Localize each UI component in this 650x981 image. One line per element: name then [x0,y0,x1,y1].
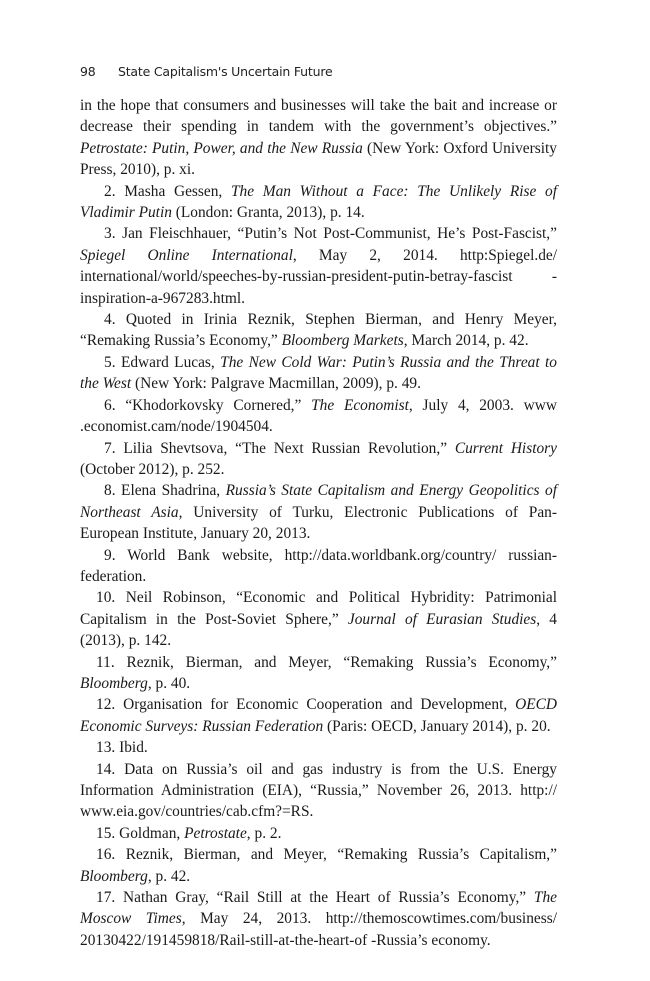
note-title-italic: The Economist [311,396,409,414]
endnote [80,309,557,352]
note-text: Edward Lucas, [120,353,221,371]
endnote [80,480,557,544]
note-number: 7. [104,439,116,457]
note-text: Lilia Shevtsova, “The Next Russian Revolution,” [123,439,455,457]
running-head [80,64,333,79]
note-number: 3. [104,225,116,243]
note-text: , March 2014, p. 42. [403,332,529,350]
note-text: Masha Gessen, [124,182,231,200]
note-text: Quoted in Irinia Reznik, Stephen Bierman, and Henry Meyer, “Remaking Russia’s Economy,” [80,311,557,350]
note-text: “Khodorkovsky Cornered,” [125,396,312,414]
note-text: World Bank website, http://data.worldbank.org/country/ russian-federation. [80,546,558,585]
note-text: Jan Fleischhauer, “Putin’s Not Post-Communist, He’s Post-Fascist,” [122,225,557,243]
note-text: , University of Turku, Electronic Publications of Pan-European Institute, January 20, 2013. [80,503,557,543]
note-text: , May 24, 2013. http://themoscowtimes.com/business/ 20130422/191459818/Rail-still-at-the-heart-of -Russia’s economy. [80,910,557,949]
endnote [80,694,557,737]
note-text: Data on Russia’s oil and gas industry is from the U.S. Energy Information Administration (EIA), “Russia,” November 26, 2013. http:// www.eia.gov/countries/cab.cfm?=RS. [80,760,557,821]
note-title-italic: Journal of Eurasian Studies [347,610,537,628]
note-title-italic: The New Cold War: Putin’s Russia and the Threat to the West [80,353,557,393]
endnote [80,181,557,224]
note-title-italic: The Moscow Times [80,889,557,928]
note-text: , p. 42. [147,867,191,885]
note-title-italic: Bloomberg [80,674,148,692]
note-text: , p. 40. [147,674,191,692]
note-text: in the hope that consumers and businesses will take the bait and increase or decrease their spending in tandem with the government’s objectives.” [80,97,557,136]
note-text: , May 2, 2014. http:Spiegel.de/ international/world/speeches-by-russian-president-putin-betray-fascist -inspiration-a-967283.html. [80,246,558,307]
note-title-italic: Russia’s State Capitalism and Energy Geopolitics of Northeast Asia [80,482,557,521]
note-text: , 4 (2013), p. 142. [80,610,557,650]
note-text: Neil Robinson, “Economic and Political Hybridity: Patrimonial Capitalism in the Post-Soviet Sphere,” [80,589,557,628]
note-text: (October 2012), p. 252. [80,460,225,478]
endnote [80,652,557,695]
note-title-italic: Current History [454,439,557,457]
note-text: Reznik, Bierman, and Meyer, “Remaking Russia’s Capitalism,” [125,846,557,864]
note-number: 14. [96,760,116,778]
note-continuation [80,95,557,181]
page-number: 98 [80,64,96,79]
note-number: 10. [96,589,116,607]
note-number: 13. [96,739,116,757]
note-title-italic: Petrostate [184,824,247,842]
note-number: 5. [104,353,116,371]
endnote [80,223,557,309]
note-number: 17. [96,889,116,907]
note-text: (London: Granta, 2013), p. 14. [171,204,365,222]
endnote [80,587,557,651]
note-number: 2. [104,182,116,200]
note-text: Nathan Gray, “Rail Still at the Heart of Russia’s Economy,” [123,889,534,907]
endnote [80,352,557,395]
endnotes-list [80,95,557,951]
note-title-italic: The Man Without a Face: The Unlikely Rise of Vladimir Putin [80,182,557,222]
endnote [80,823,557,844]
note-number: 11. [96,653,115,671]
note-number: 9. [104,546,116,564]
note-title-italic: Petrostate: Putin, Power, and the New Russia [80,139,363,157]
note-title-italic: Spiegel Online International [80,246,293,264]
note-text: (New York: Palgrave Macmillan, 2009), p. 49. [131,375,421,393]
note-number: 15. [96,824,116,842]
note-number: 12. [96,696,116,714]
note-text: , July 4, 2003. www .economist.cam/node/1904504. [80,396,557,436]
note-text: , p. 2. [246,824,282,842]
note-text: Goldman, [119,824,185,842]
note-number: 8. [104,482,116,500]
endnote [80,844,557,887]
endnote [80,395,557,438]
endnote [80,737,557,758]
note-number: 4. [104,311,116,329]
running-title: State Capitalism's Uncertain Future [118,64,333,79]
endnote [80,438,557,481]
endnote [80,759,557,823]
endnote [80,887,557,951]
note-text: Reznik, Bierman, and Meyer, “Remaking Russia’s Economy,” [126,653,557,671]
note-text: Ibid. [119,739,148,757]
endnote [80,545,557,588]
note-text: (New York: Oxford University Press, 2010), p. xi. [80,139,558,179]
note-text: Elena Shadrina, [121,482,226,500]
note-text: (Paris: OECD, January 2014), p. 20. [323,717,551,735]
note-text: Organisation for Economic Cooperation and Development, [123,696,516,714]
note-title-italic: OECD Economic Surveys: Russian Federation [80,696,557,735]
note-title-italic: Bloomberg Markets [281,332,404,350]
note-number: 6. [104,396,116,414]
note-number: 16. [96,846,116,864]
note-title-italic: Bloomberg [80,867,148,885]
